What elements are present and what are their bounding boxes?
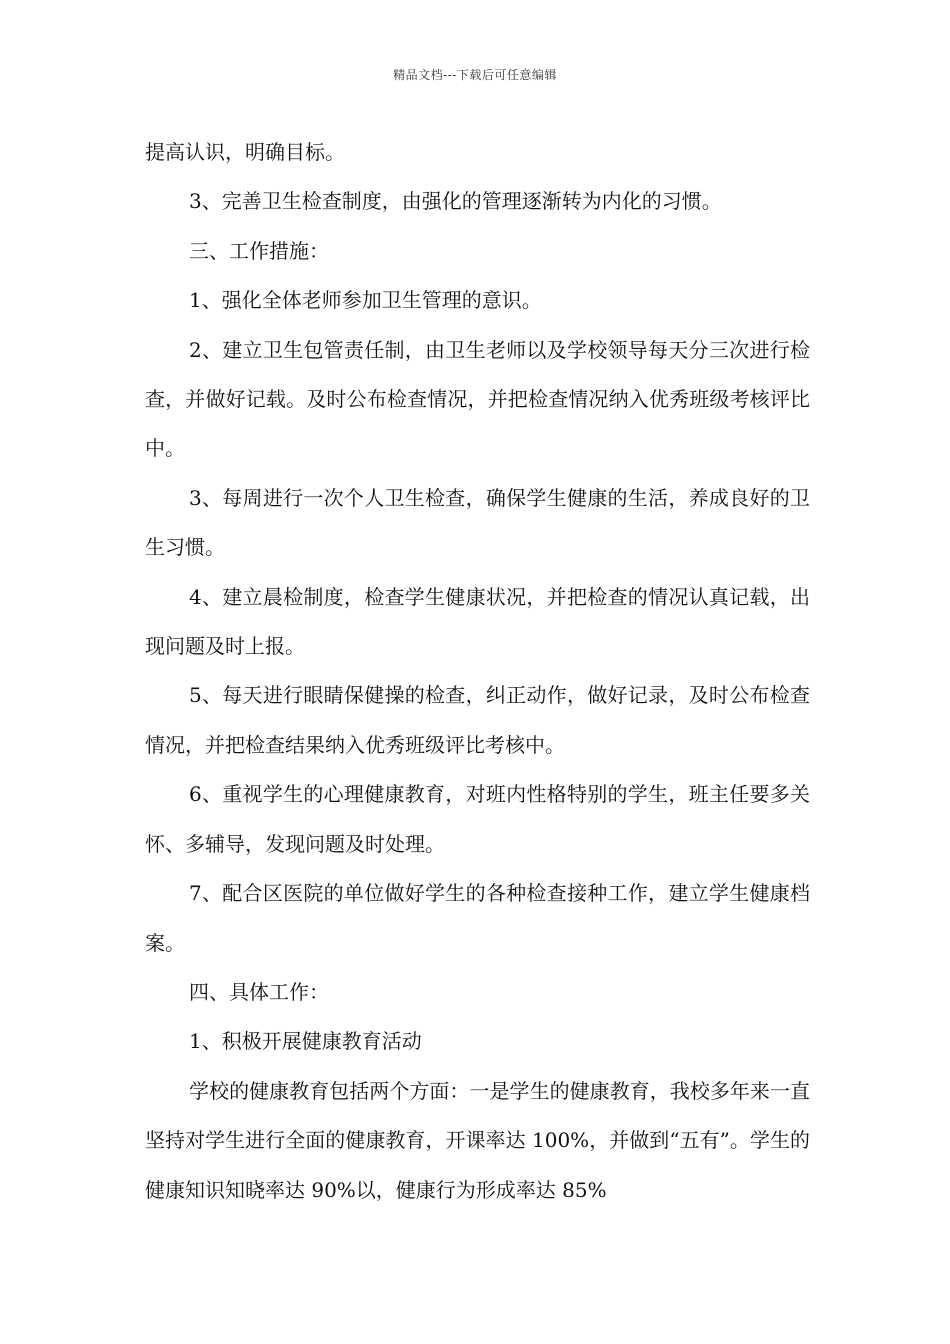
paragraph: 6、重视学生的心理健康教育，对班内性格特别的学生，班主任要多关怀、多辅导，发现问题及时处理。 [145, 782, 810, 856]
paragraph: 提高认识，明确目标。 [145, 140, 345, 164]
page-header: 精品文档---下载后可任意编辑 [393, 68, 557, 82]
paragraph: 2、建立卫生包管责任制，由卫生老师以及学校领导每天分三次进行检查，并做好记载。及时公布检查情况，并把检查情况纳入优秀班级考核评比中。 [145, 337, 810, 461]
paragraph: 1、强化全体老师参加卫生管理的意识。 [189, 288, 542, 313]
paragraph: 5、每天进行眼睛保健操的检查，纠正动作，做好记录，及时公布检查情况，并把检查结果纳入优秀班级评比考核中。 [145, 683, 810, 757]
section-heading: 四、具体工作： [189, 979, 329, 1004]
paragraph: 3、完善卫生检查制度，由强化的管理逐渐转为内化的习惯。 [189, 189, 722, 214]
paragraph: 4、建立晨检制度，检查学生健康状况，并把检查的情况认真记载，出现问题及时上报。 [145, 584, 810, 659]
document-body [145, 128, 810, 1215]
paragraph: 学校的健康教育包括两个方面：一是学生的健康教育，我校多年来一直坚持对学生进行全面的健康教育，开课率达 100%，并做到“五有”。学生的健康知识知晓率达 90%以，健康行为形成率达 85% [145, 1078, 810, 1202]
section-heading: 三、工作措施： [189, 238, 329, 263]
paragraph: 3、每周进行一次个人卫生检查，确保学生健康的生活，养成良好的卫生习惯。 [145, 485, 810, 560]
subsection-heading: 1、积极开展健康教育活动 [189, 1029, 422, 1054]
paragraph: 7、配合区医院的单位做好学生的各种检查接种工作，建立学生健康档案。 [145, 881, 810, 955]
